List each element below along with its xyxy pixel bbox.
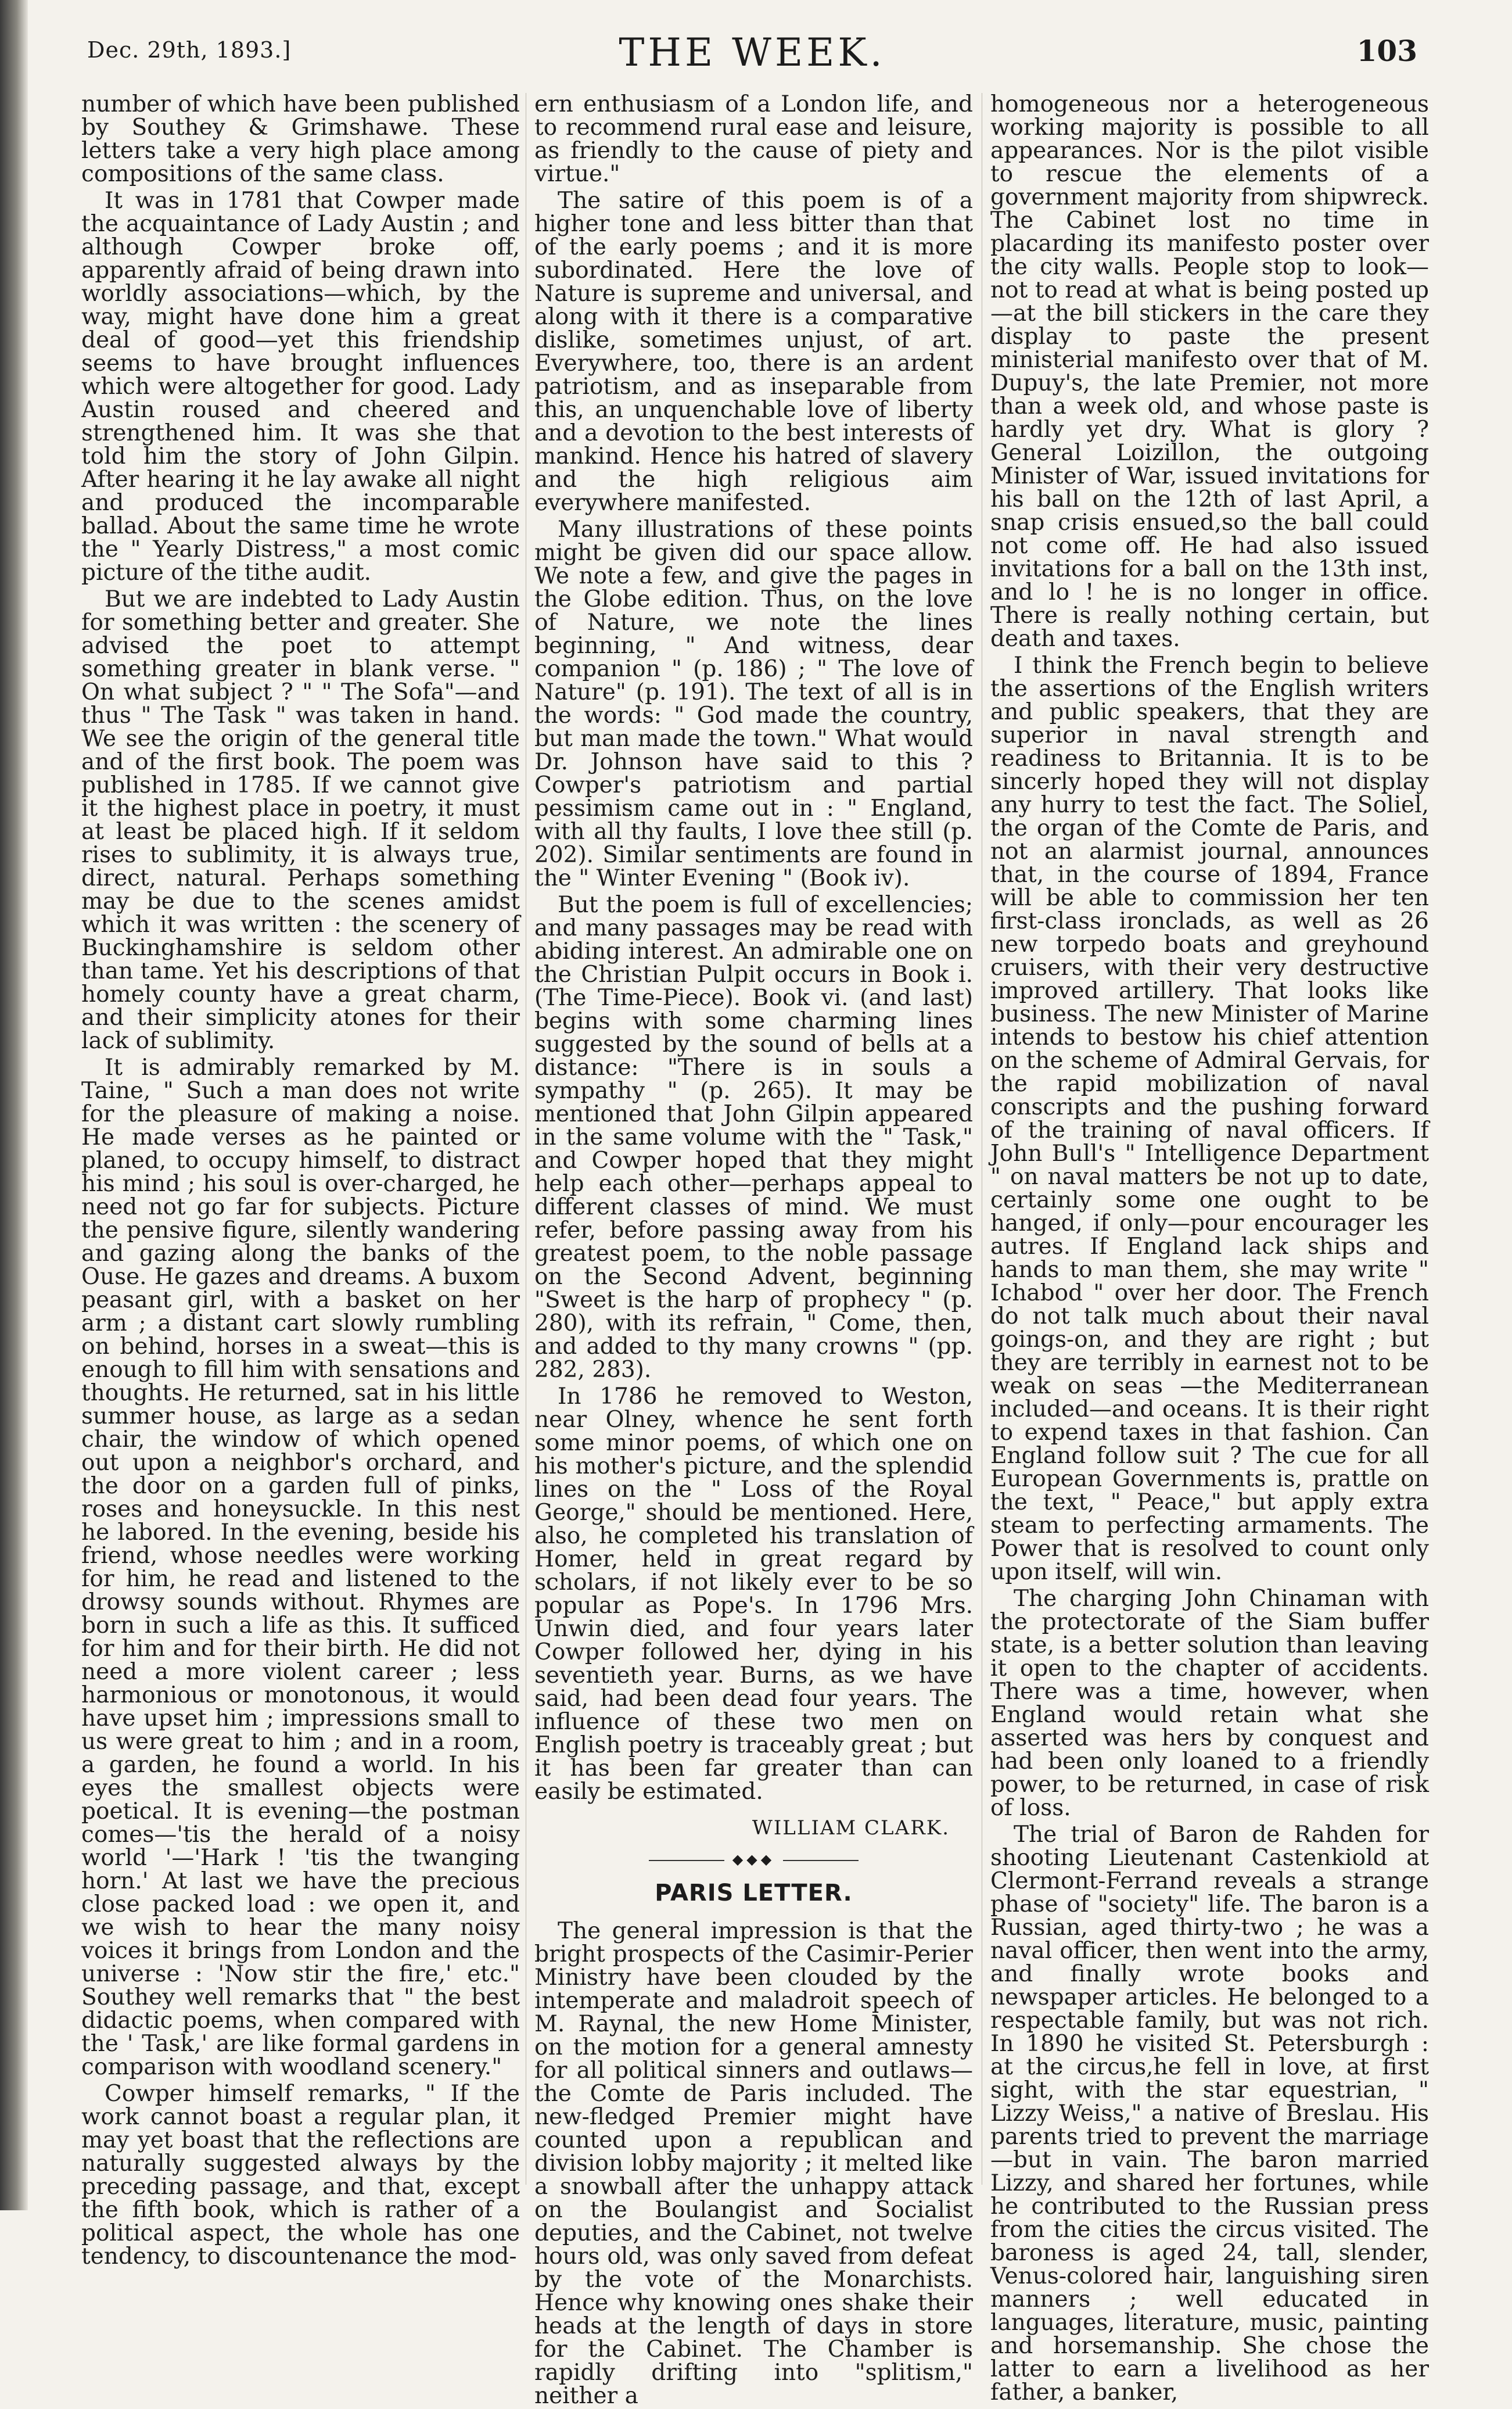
paragraph: In 1786 he removed to Weston, near Olney, whence he sent forth some minor poems, of which one on his mother's picture, and the splendid lines on the " Loss of the Royal George," should be mentioned. Here, also, he completed his translation of Homer, held in great regard by scholars, if not likely ever to be so popular as Pope's. In 1796 Mrs. Unwin died, and four years later Cowper followed her, dying in his seventieth year. Burns, as we have said, had been dead four years. The influence of these two men on English poetry is traceably great ; but it has been far greater than can easily be estimated. <box>534 1383 973 1805</box>
paragraph: The charging John Chinaman with the protectorate of the Siam buffer state, is a better solution than leaving it open to the chapter of accidents. There was a time, however, when England would retain what she asserted was hers by conquest and had been only loaned to a friendly power, to be returned, in case of risk of loss. <box>990 1586 1429 1821</box>
paragraph: The satire of this poem is of a higher tone and less bitter than that of the early poems ; and it is more subordinated. Here the love of Nature is supreme and universal, and along with it there is a comparative dislike, sometimes unjust, of art. Everywhere, too, there is an ardent patriotism, and as inseparable from this, an unquenchable love of liberty and a devotion to the best interests of mankind. Hence his hatred of slavery and the high religious aim everywhere manifested. <box>534 188 973 516</box>
paragraph: number of which have been published by Southey & Grimshawe. These letters take a very high place among compositions of the same class. <box>81 91 520 187</box>
paragraph: But we are indebted to Lady Austin for something better and greater. She advised the poet to attempt something greater in blank verse. " On what subject ? " " The Sofa"—and thus " The Task " was taken in hand. We see the origin of the general title and of the first book. The poem was published in 1785. If we cannot give it the highest place in poetry, it must at least be placed high. If it seldom rises to sublimity, it is always true, direct, natural. Perhaps something may be due to the scenes amidst which it was written : the scenery of Buckinghamshire is seldom other than tame. Yet his descriptions of that homely county have a great charm, and their simplicity atones for their lack of sublimity. <box>81 586 520 1054</box>
paragraph: It was in 1781 that Cowper made the acquaintance of Lady Austin ; and although Cowper broke off, apparently afraid of being drawn into worldly associations—which, by the way, might have done him a great deal of good—yet this friendship seems to have brought influences which were altogether for good. Lady Austin roused and cheered and strengthened him. It was she that told him the story of John Gilpin. After hearing it he lay awake all night and produced the incomparable ballad. About the same time he wrote the " Yearly Distress," a most comic picture of the tithe audit. <box>81 188 520 586</box>
paragraph: The general impression is that the bright prospects of the Casimir-Perier Ministry have been clouded by the intemperate and maladroit speech of M. Raynal, the new Home Minister, on the motion for a general amnesty for all political sinners and outlaws—the Comte de Paris included. The new-fledged Premier might have counted upon a republican and division lobby majority ; it melted like a snowball after the unhappy attack on the Boulangist and Socialist deputies, and the Cabinet, not twelve hours old, was only saved from defeat by the vote of the Monarchists. Hence why knowing ones shake their heads at the length of days in store for the Cabinet. The Chamber is rapidly drifting into "splitism," neither a <box>534 1918 973 2409</box>
paragraph: The trial of Baron de Rahden for shooting Lieutenant Castenkiold at Clermont-Ferrand reveals a strange phase of "society" life. The baron is a Russian, aged thirty-two ; he was a naval officer, then went into the army, and finally wrote books and newspaper articles. He belonged to a respectable family, but was not rich. In 1890 he visited St. Petersburgh : at the circus,he fell in love, at first sight, with the star equestrian, " Lizzy Weiss," a native of Breslau. His parents tried to prevent the marriage—but in vain. The baron married Lizzy, and shared her fortunes, while he contributed to the Russian press from the cities the circus visited. The baroness is aged 24, tall, slender, Venus-colored hair, languishing siren manners ; well educated in languages, literature, music, painting and horsemanship. She chose the latter to earn a livelihood as her father, a banker, <box>990 1822 1429 2406</box>
section-ornament: ◆◆◆ <box>534 1848 973 1871</box>
column-1 <box>81 91 520 2270</box>
section-heading: PARIS LETTER. <box>655 1880 853 1906</box>
publication-title: THE WEEK. <box>619 30 886 75</box>
paragraph: But the poem is full of excellencies; and many passages may be read with abiding interest. An admirable one on the Christian Pulpit occurs in Book i. (The Time-Piece). Book vi. (and last) begins with some charming lines suggested by the sound of bells at a distance: "There is in souls a sympathy " (p. 265). It may be mentioned that John Gilpin appeared in the same volume with the " Task," and Cowper hoped that they might help each other—perhaps appeal to different classes of mind. We must refer, before passing away from his greatest poem, to the noble passage on the Second Advent, beginning "Sweet is the harp of prophecy " (p. 280), with its refrain, " Come, then, and added to thy many crowns " (pp. 282, 283). <box>534 892 973 1383</box>
author-signature: WILLIAM CLARK. <box>752 1816 950 1840</box>
binding-shadow <box>0 0 28 2210</box>
paragraph: Cowper himself remarks, " If the work cannot boast a regular plan, it may yet boast that the reflections are naturally suggested always by the preceding passage, and that, except the fifth book, which is rather of a political aspect, the whole has one tendency, to discountenance the mod- <box>81 2081 520 2270</box>
paragraph: Many illustrations of these points might be given did our space allow. We note a few, and give the pages in the Globe edition. Thus, on the love of Nature, we note the lines beginning, " And witness, dear companion " (p. 186) ; " The love of Nature" (p. 191). The text of all is in the words: " God made the country, but man made the town." What would Dr. Johnson have said to this ? Cowper's patriotism and partial pessimism came out in : " England, with all thy faults, I love thee still (p. 202). Similar sentiments are found in the " Winter Evening " (Book iv). <box>534 517 973 891</box>
paragraph: It is admirably remarked by M. Taine, " Such a man does not write for the pleasure of making a noise. He made verses as he painted or planed, to occupy himself, to distract his mind ; his soul is over-charged, he need not go far for subjects. Picture the pensive figure, silently wandering and gazing along the banks of the Ouse. He gazes and dreams. A buxom peasant girl, with a basket on her arm ; a distant cart slowly rumbling on behind, horses in a sweat—this is enough to fill him with sensations and thoughts. He returned, sat in his little summer house, as large as a sedan chair, the window of which opened out upon a neighbor's orchard, and the door on a garden full of pinks, roses and honeysuckle. In this nest he labored. In the evening, beside his friend, whose needles were working for him, he read and listened to the drowsy sounds without. Rhymes are born in such a life as this. It sufficed for him and for their birth. He did not need a more violent career ; less harmonious or monotonous, it would have upset him ; impressions small to us were great to him ; and in a room, a garden, he found a world. In his eyes the smallest objects were poetical. It is evening—the postman comes—'tis the herald of a noisy world '—'Hark ! 'tis the twanging horn.' At last we have the precious close packed load : we open it, and we wish to hear the many noisy voices it brings from London and the universe : 'Now stir the fire,' etc." Southey well remarks that " the best didactic poems, when compared with the ' Task,' are like formal gardens in comparison with woodland scenery." <box>81 1055 520 2080</box>
issue-date: Dec. 29th, 1893.] <box>87 37 292 63</box>
column-2 <box>534 91 973 2409</box>
page-number: 103 <box>1356 34 1417 68</box>
page-header <box>87 30 1417 77</box>
paragraph: I think the French begin to believe the assertions of the English writers and public speakers, that they are superior in naval strength and readiness to Britannia. It is to be sincerly hoped they will not display any hurry to test the fact. The Soliel, the organ of the Comte de Paris, and not an alarmist journal, announces that, in the course of 1894, France will be able to commission her ten first-class ironclads, as well as 26 new torpedo boats and greyhound cruisers, with their very destructive improved artillery. That looks like business. The new Minister of Marine intends to bestow his chief attention on the scheme of Admiral Gervais, for the rapid mobilization of naval conscripts and the pushing forward of the training of naval officers. If John Bull's " Intelligence Department " on naval matters be not up to date, certainly some one ought to be hanged, if only—pour encourager les autres. If England lack ships and hands to man them, she may write " Ichabod " over her door. The French do not talk much about their naval goings-on, and they are right ; but they are terribly in earnest not to be weak on seas —the Mediterranean included—and oceans. It is their right to expend taxes in that fashion. Can England follow suit ? The cue for all European Governments is, prattle on the text, " Peace," but apply extra steam to perfecting armaments. The Power that is resolved to count only upon itself, will win. <box>990 653 1429 1585</box>
column-3 <box>990 91 1429 2406</box>
paragraph: ern enthusiasm of a London life, and to recommend rural ease and leisure, as friendly to the cause of piety and virtue." <box>534 91 973 187</box>
paragraph: homogeneous nor a heterogeneous working majority is possible to all appearances. Nor is the pilot visible to rescue the elements of a government majority from shipwreck. The Cabinet lost no time in placarding its manifesto poster over the city walls. People stop to look—not to read at what is being posted up—at the bill stickers in the care they display to paste the present ministerial manifesto over that of M. Dupuy's, the late Premier, not more than a week old, and whose paste is hardly yet dry. What is glory ? General Loizillon, the outgoing Minister of War, issued invitations for his ball on the 12th of last April, a snap crisis ensued,so the ball could not come off. He had also issued invitations for a ball on the 13th inst, and lo ! he is no longer in office. There is really nothing certain, but death and taxes. <box>990 91 1429 652</box>
